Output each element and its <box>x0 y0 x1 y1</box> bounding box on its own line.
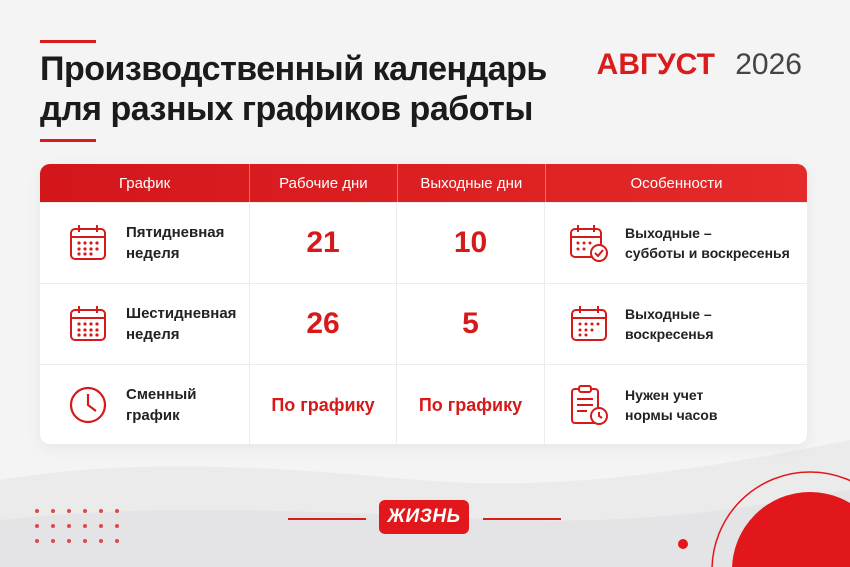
year-label: 2026 <box>735 48 802 81</box>
feature-label <box>625 385 805 425</box>
work-days-cell <box>250 365 397 444</box>
calendar-icon <box>66 221 110 265</box>
calendar-icon <box>66 302 110 346</box>
days-off-value: 10 <box>453 226 488 259</box>
schedule-label <box>126 384 238 426</box>
features-cell <box>545 203 807 283</box>
feature-label-line1: Выходные – <box>625 306 712 322</box>
schedule-label <box>126 222 238 264</box>
days-off-cell <box>397 365 545 444</box>
header <box>40 40 547 142</box>
feature-label <box>625 223 805 263</box>
schedule-label-line1: Шестидневная <box>126 305 237 322</box>
features-cell <box>545 365 807 444</box>
header-work-days: Рабочие дни <box>250 164 397 202</box>
header-features: Особенности <box>630 174 723 192</box>
days-off-value: По графику <box>418 394 523 415</box>
feature-label-line2: субботы и воскресенья <box>625 245 790 261</box>
days-off-value: 5 <box>462 307 479 340</box>
schedule-label-line2: график <box>126 407 180 424</box>
feature-label-line1: Нужен учет <box>625 387 704 403</box>
feature-label-line2: воскресенья <box>625 326 714 342</box>
schedule-label-line2: неделя <box>126 245 180 262</box>
month-label: АВГУСТ <box>596 48 715 81</box>
footer-line-right <box>483 518 561 520</box>
title-accent-line-bottom <box>40 139 96 142</box>
work-days-cell <box>250 284 397 364</box>
feature-label-line2: нормы часов <box>625 407 718 423</box>
schedule-label-line2: неделя <box>126 326 180 343</box>
schedule-cell <box>40 284 250 364</box>
work-days-value: 26 <box>306 307 340 340</box>
calendar-check-icon <box>567 221 611 265</box>
feature-label <box>625 304 805 344</box>
table-row <box>40 202 807 283</box>
days-off-cell <box>397 203 545 283</box>
work-days-value: 21 <box>306 226 340 259</box>
footer-line-left <box>288 518 366 520</box>
clock-icon <box>66 383 110 427</box>
header-days-off: Выходные дни <box>398 164 546 202</box>
features-cell <box>545 284 807 364</box>
title-line-1: Производственный календарь <box>40 50 547 88</box>
schedule-cell <box>40 365 250 444</box>
work-days-cell <box>250 203 397 283</box>
footer <box>0 500 850 540</box>
table-row <box>40 283 807 364</box>
work-days-value: По графику <box>271 394 375 415</box>
title-accent-line-top <box>40 40 96 43</box>
period-label <box>597 48 802 82</box>
page-title <box>40 49 547 129</box>
schedule-cell <box>40 203 250 283</box>
days-off-cell <box>397 284 545 364</box>
brand-logo: ЖИЗНЬ <box>379 500 469 534</box>
schedule-table <box>40 164 807 444</box>
schedule-label-line1: Пятидневная <box>126 224 225 241</box>
feature-label-line1: Выходные – <box>625 225 712 241</box>
table-row <box>40 364 807 444</box>
header-schedule: График <box>40 164 250 202</box>
schedule-label-line1: Сменный <box>126 386 197 403</box>
table-header <box>40 164 807 202</box>
title-line-2: для разных графиков работы <box>40 90 533 128</box>
calendar-icon <box>567 302 611 346</box>
clipboard-clock-icon <box>567 383 611 427</box>
schedule-label <box>126 303 238 345</box>
